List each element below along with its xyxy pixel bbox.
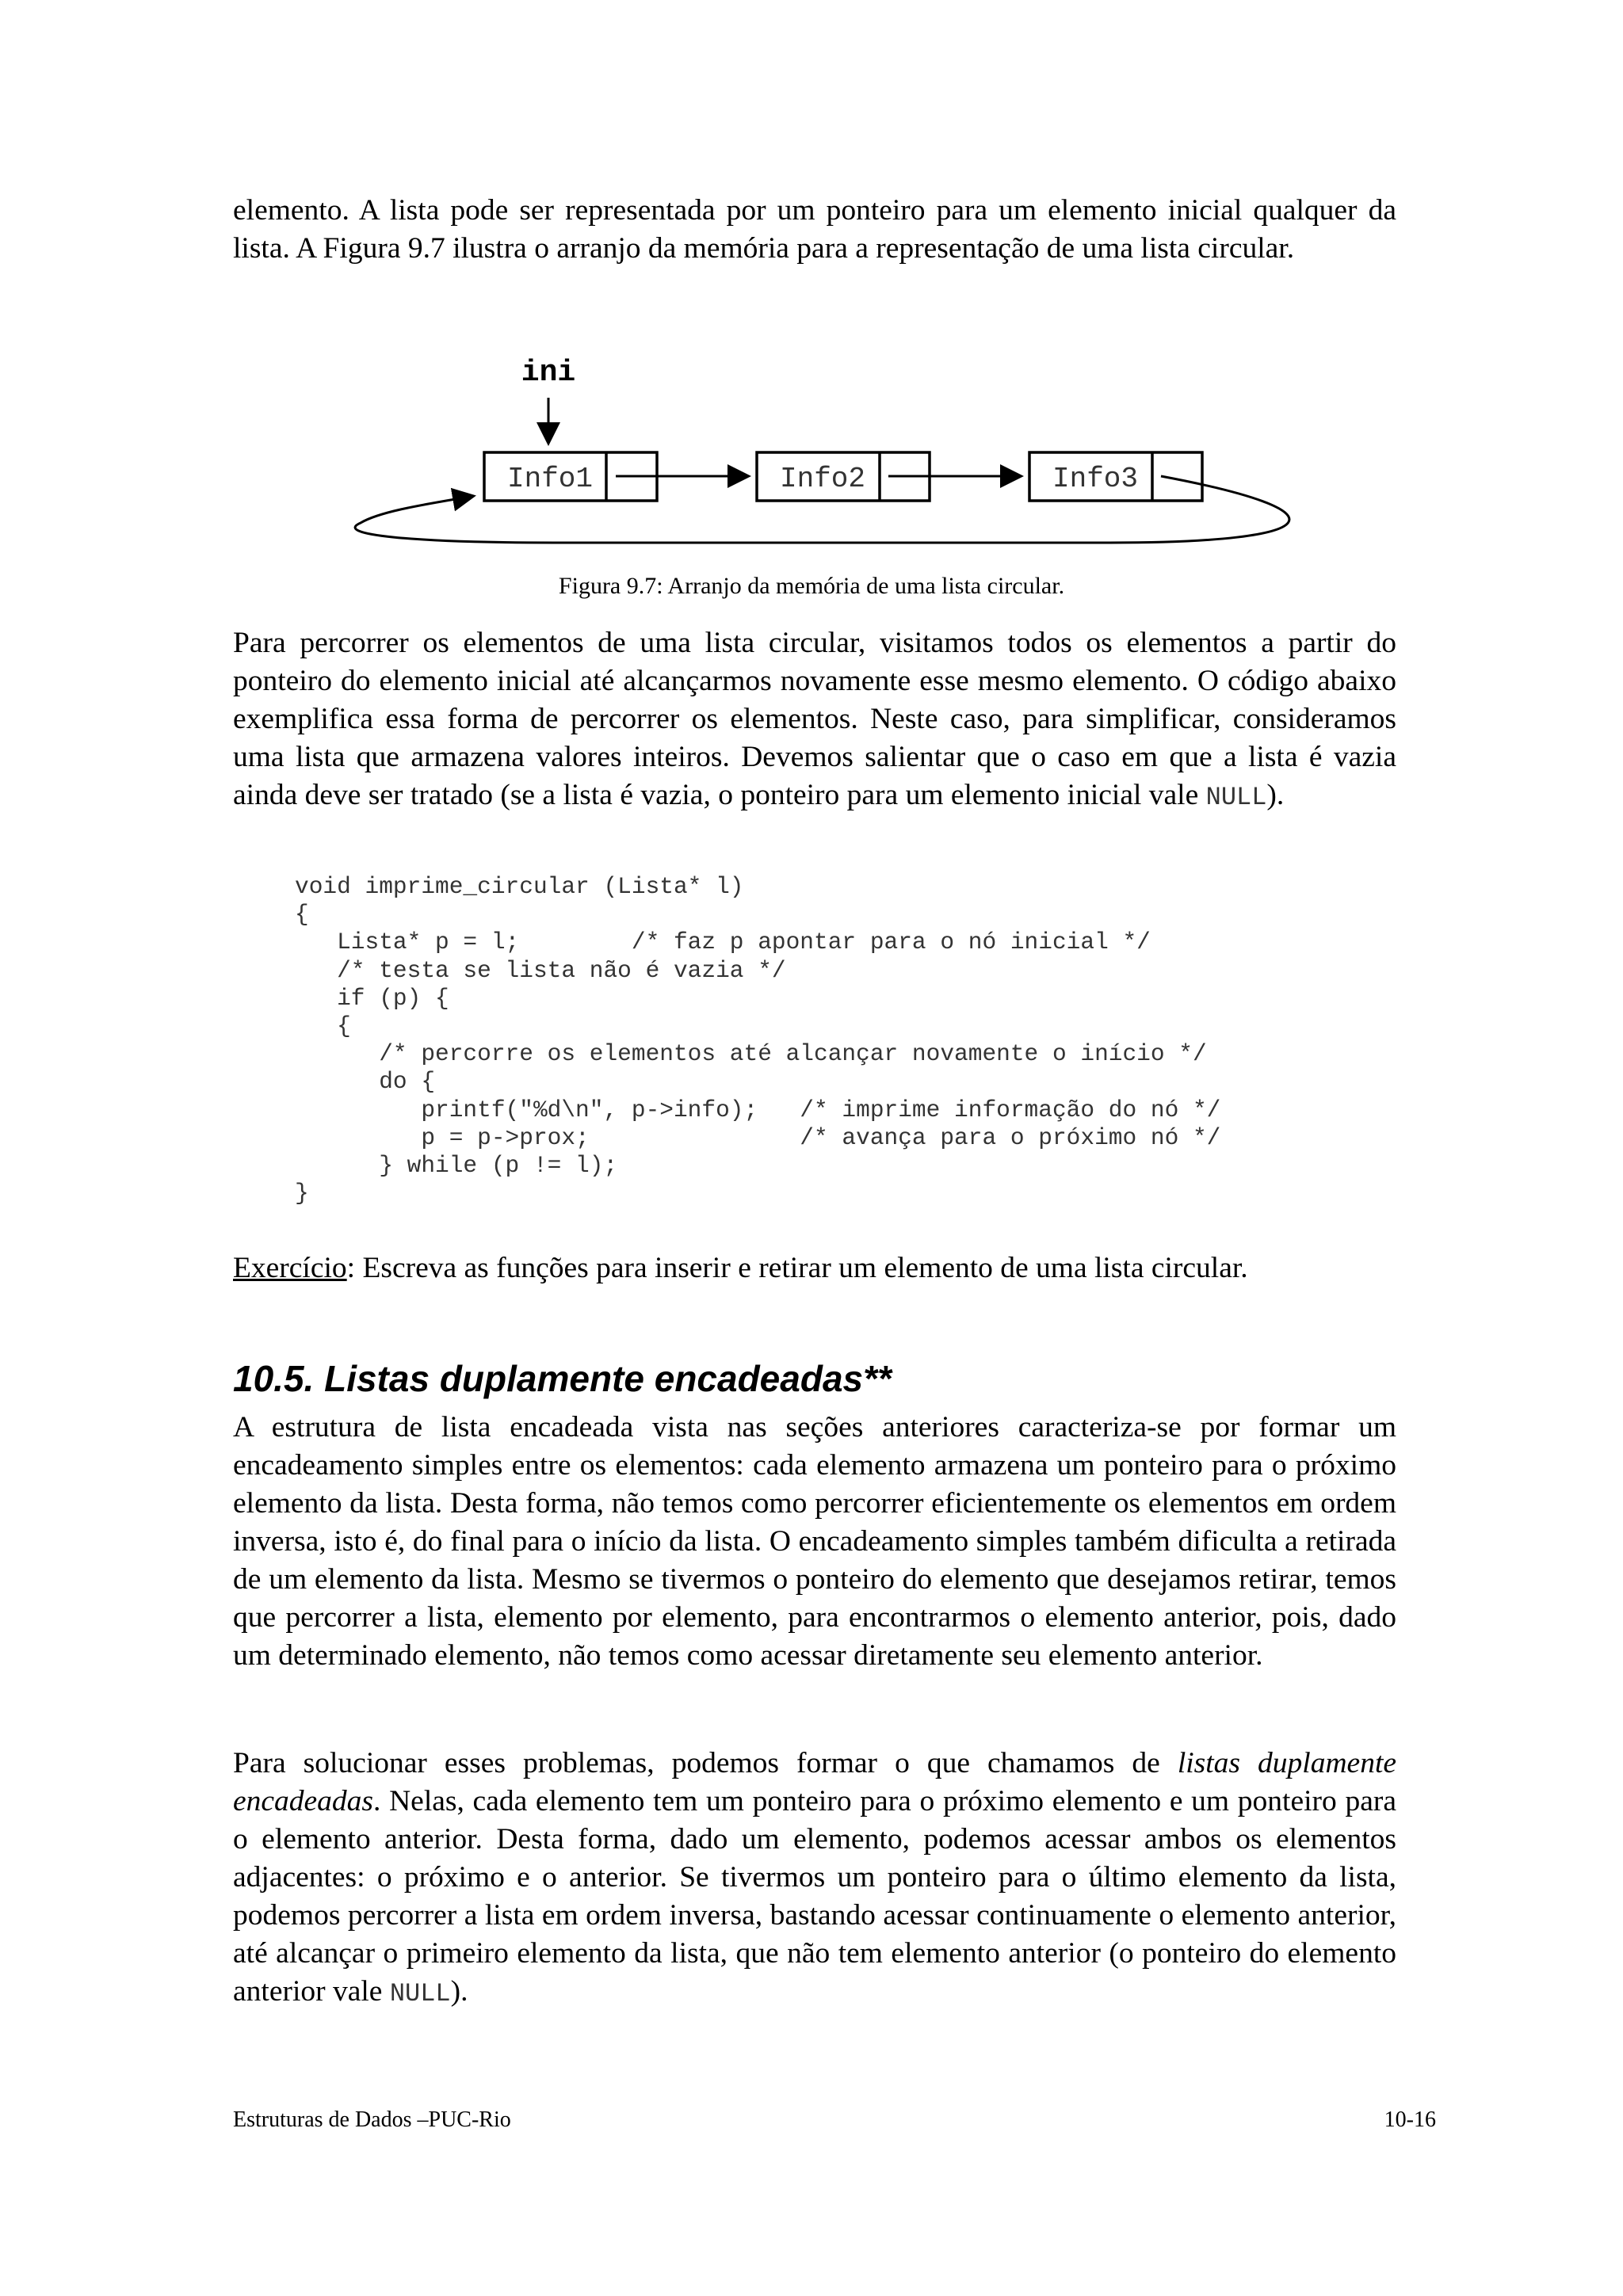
traverse-paragraph <box>233 624 1396 817</box>
null-keyword: NULL <box>1205 783 1267 812</box>
code-block <box>295 873 1420 1207</box>
circular-list-diagram <box>0 349 1623 570</box>
section-heading: 10.5. Listas duplamente encadeadas** <box>233 1358 892 1399</box>
code-line: void imprime_circular (Lista* l) <box>295 873 744 900</box>
code-line: Lista* p = l; /* faz p apontar para o nó inicial */ <box>295 929 1151 956</box>
exercise-text: : Escreva as funções para inserir e retirar um elemento de uma lista circular. <box>346 1252 1248 1284</box>
term-doubly-linked: listas duplamente encadeadas <box>233 1747 1397 1817</box>
traverse-text: Para percorrer os elementos de uma lista circular, visitamos todos os elementos a partir do ponteiro do elemento inicial até alcançarmos novamente esse mesmo elemento. O código abaixo exemplifica essa forma de percorrer os elementos. Neste caso, para simplificar, consideramos uma lista que armazena valores inteiros. Devemos salientar que o caso em que a lista é vazia ainda deve ser tratado (se a lista é vazia, o ponteiro para um elemento inicial vale <box>233 627 1396 811</box>
pointer-label: ini <box>521 356 576 390</box>
section-paragraph-2-end: ). <box>450 1975 468 2008</box>
figure-caption: Figura 9.7: Arranjo da memória de uma lista circular. <box>558 573 1065 599</box>
code-line: } while (p != l); <box>295 1151 618 1179</box>
footer-left: Estruturas de Dados –PUC-Rio <box>233 2107 511 2132</box>
footer-page-number: 10-16 <box>1384 2107 1436 2132</box>
code-line: /* testa se lista não é vazia */ <box>295 956 786 984</box>
section-paragraph-1 <box>233 1409 1396 1675</box>
section-paragraph-1-text: A estrutura de lista encadeada vista nas seções anteriores caracteriza-se por formar um encadeamento simples entre os elementos: cada elemento armazena um ponteiro para o próximo elemento da lista. Desta forma, não temos como percorrer eficientemente os elementos em ordem inversa, isto é, do final para o início da lista. O encadeamento simples também dificulta a retirada de um elemento da lista. Mesmo se tivermos o ponteiro do elemento que desejamos retirar, temos que percorrer a lista, elemento por elemento, para encontrarmos o elemento anterior, pois, dado um determinado elemento, não temos como acessar diretamente seu elemento anterior. <box>233 1411 1396 1672</box>
code-line: p = p->prox; /* avança para o próximo nó */ <box>295 1123 1221 1151</box>
intro-text: elemento. A lista pode ser representada por um ponteiro para um elemento inicial qualquer da lista. A Figura 9.7 ilustra o arranjo da memória para a representação de uma lista circular. <box>233 194 1396 265</box>
code-line: printf("%d\n", p->info); /* imprime informação do nó */ <box>295 1096 1221 1123</box>
code-line: do { <box>295 1068 436 1096</box>
node-label-2: Info2 <box>779 463 866 495</box>
intro-paragraph <box>233 192 1396 268</box>
exercise-label: Exercício <box>233 1252 347 1284</box>
code-line: /* percorre os elementos até alcançar novamente o início */ <box>295 1040 1207 1068</box>
exercise-paragraph <box>233 1249 1396 1287</box>
null-keyword: NULL <box>389 1979 451 2008</box>
section-paragraph-2-start: Para solucionar esses problemas, podemos formar o que chamamos de <box>233 1747 1178 1779</box>
node-label-1: Info1 <box>506 463 594 495</box>
code-line: } <box>295 1180 309 1207</box>
section-paragraph-2 <box>233 1745 1396 2013</box>
node-label-3: Info3 <box>1052 463 1139 495</box>
code-line: { <box>295 1012 351 1039</box>
code-line: if (p) { <box>295 984 449 1012</box>
section-paragraph-2-text: . Nelas, cada elemento tem um ponteiro para o próximo elemento e um ponteiro para o elemento anterior. Desta forma, dado um elemento, podemos acessar ambos os elementos adjacentes: o próximo e o anterior. Se tivermos um ponteiro para o último elemento da lista, podemos percorrer a lista em ordem inversa, bastando acessar continuamente o elemento anterior, até alcançar o primeiro elemento da lista, que não tem elemento anterior (o ponteiro do elemento anterior vale <box>233 1785 1396 2008</box>
code-line: { <box>295 901 309 929</box>
traverse-end: ). <box>1266 779 1285 811</box>
